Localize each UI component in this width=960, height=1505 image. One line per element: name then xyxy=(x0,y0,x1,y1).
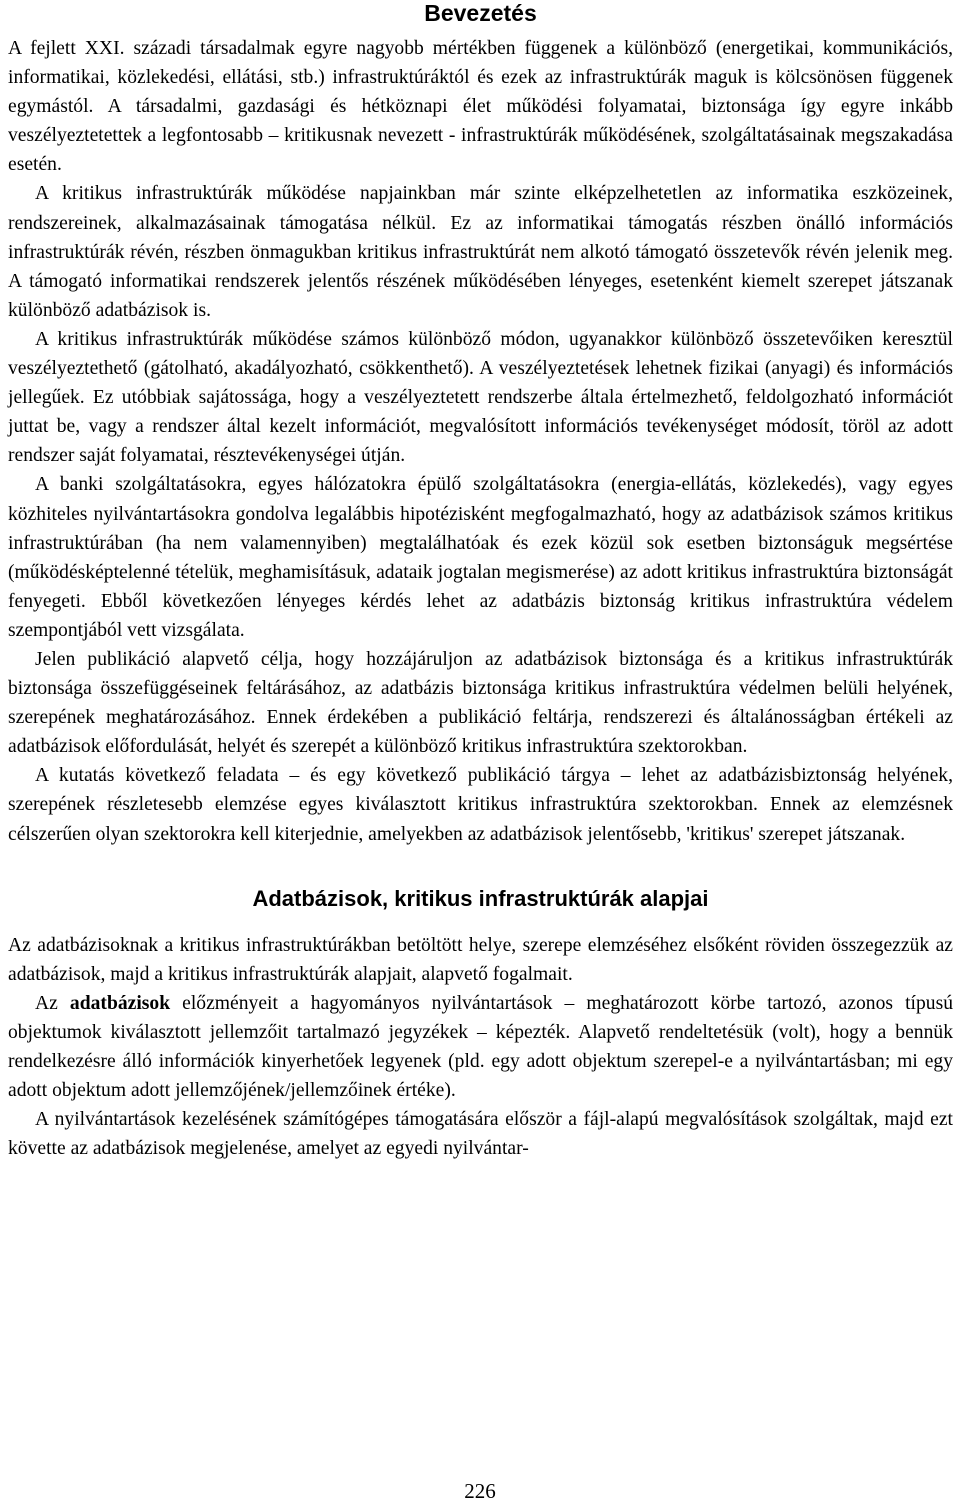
intro-paragraph-2: A kritikus infrastruktúrák működése napjainkban már szinte elképzelhetetlen az informatika eszközeinek, rendszereinek, alkalmazásainak támogatása nélkül. Ez az informatikai támogatás részben önálló információs infrastruktúrák révén, részben önmagukban kritikus infrastruktúrát nem alkotó támogató összetevők révén jelenik meg. A támogató informatikai rendszerek jelentős részének működésében lényeges, esetenként kiemelt szerepet játszanak különböző adatbázisok is. xyxy=(8,183,953,321)
intro-paragraph-3: A kritikus infrastruktúrák működése számos különböző módon, ugyanakkor különböző összetevőiken keresztül veszélyeztethető (gátolható, akadályozható, csökkenthető). A veszélyeztetések lehetnek fizikai (anyagi) és információs jellegűek. Ez utóbbiak sajátossága, hogy a veszélyeztetett rendszerbe általa értelmezhető, feldolgozható információt juttat be, vagy a rendszer által kezelt információt, megvalósított információs tevékenységet módosít, töröl az adott rendszer saját folyamatai, résztevékenységei útján. xyxy=(8,328,953,467)
intro-paragraph-6: A kutatás következő feladata – és egy következő publikáció tárgya – lehet az adatbázisbiztonság helyének, szerepének részletesebb elemzése egyes kiválasztott kritikus infrastruktúra szektorokban. Ennek az elemzésnek célszerűen olyan szektorokra kell kiterjednie, amelyekben az adatbázisok jelentősebb, 'kritikus' szerepet játszanak. xyxy=(8,765,953,845)
section-paragraph-1: Az adatbázisoknak a kritikus infrastruktúrákban betöltött helye, szerepe elemzéséhez elsőként röviden összegezzük az adatbázisok, majd a kritikus infrastruktúrák alapjait, alapvető fogalmait. xyxy=(8,934,953,985)
section-paragraph-2 xyxy=(8,989,953,1105)
term-adatbazisok: adatbázisok xyxy=(69,992,171,1014)
page-number: 226 xyxy=(464,1479,496,1503)
chapter-heading: Bevezetés xyxy=(424,0,537,26)
intro-paragraph-5: Jelen publikáció alapvető célja, hogy hozzájáruljon az adatbázisok biztonsága és a kritikus infrastruktúrák biztonsága összefüggéseinek feltárásához, az adatbázis biztonsága kritikus infrastruktúra védelmen belüli helyének, szerepének meghatározásához. Ennek érdekében a publikáció feltárja, rendszerezi és általánosságban értékeli az adatbázisok előfordulását, helyét és szerepét a különböző kritikus infrastruktúra szektorokban. xyxy=(8,648,953,758)
intro-paragraph-4: A banki szolgáltatásokra, egyes hálózatokra épülő szolgáltatásokra (energia-ellátás, közlekedés), vagy egyes közhiteles nyilvántartásokra gondolva legalábbis hipotézisként megfogalmazható, hogy az adatbázisok számos kritikus infrastruktúrában (ha nem valamennyiben) megtalálhatóak és ezek közül sok esetben biztonságuk megsértése (működésképtelenné tételük, meghamisításuk, adataik jogtalan megismerése) az adott kritikus infrastruktúra biztonságát fenyegeti. Ebből következően lényeges kérdés lehet az adatbázis biztonság kritikus infrastruktúra védelem szempontjából vett vizsgálata. xyxy=(8,474,953,641)
section-paragraph-2-rest: előzményeit a hagyományos nyilvántartások – meghatározott körbe tartozó, azonos típusú objektumok kiválasztott jellemzőit tartalmazó jegyzékek – képezték. Alapvető rendeltetésük (volt), hogy a bennük rendelkezésre álló információk kinyerhetőek legyenek (pld. egy adott objektum szerepel-e a nyilvántartásban; mi egy adott objektum adott jellemzőjének/jellemzőinek értéke). xyxy=(8,992,953,1102)
section-heading: Adatbázisok, kritikus infrastruktúrák alapjai xyxy=(252,885,709,911)
section-paragraph-2-lead: Az xyxy=(35,992,70,1014)
section-paragraph-3: A nyilvántartások kezelésének számítógépes támogatására először a fájl-alapú megvalósítások szolgáltak, majd ezt követte az adatbázisok megjelenése, amelyet az egyedi nyilvántar- xyxy=(8,1109,953,1160)
page-content xyxy=(8,0,953,1163)
intro-paragraph-1: A fejlett XXI. századi társadalmak egyre nagyobb mértékben függenek a különböző (energetikai, kommunikációs, informatikai, közlekedési, ellátási, stb.) infrastruktúráktól és ezek az infrastruktúrák maguk is kölcsönösen függenek egymástól. A társadalmi, gazdasági és hétköznapi élet működési folyamatai, biztonsága így egyre inkább veszélyeztetettek a legfontosabb – kritikusnak nevezett - infrastruktúrák működésének, szolgáltatásainak megszakadása esetén. xyxy=(8,38,953,176)
